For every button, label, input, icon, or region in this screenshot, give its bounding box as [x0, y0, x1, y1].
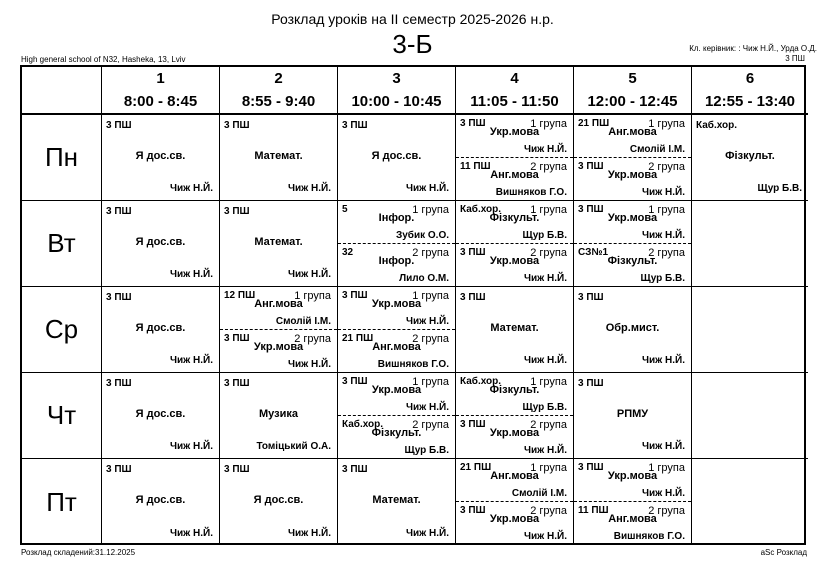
lesson-room: 11 ПШ	[578, 505, 609, 516]
period-number: 5	[628, 70, 637, 87]
lesson-teacher: Вишняков Г.О.	[495, 187, 567, 198]
period-time: 10:00 - 10:45	[351, 93, 442, 110]
lesson-cell	[456, 287, 574, 373]
lesson-group	[574, 459, 691, 502]
lesson-teacher: Чиж Н.Й.	[641, 441, 685, 452]
lesson-teacher: Чиж Н.Й.	[641, 187, 685, 198]
lesson-room: 3 ПШ	[578, 462, 604, 473]
lesson-room: 32	[342, 247, 354, 258]
lesson-room: 3 ПШ	[578, 292, 604, 303]
lesson-teacher: Щур Б.В.	[522, 402, 567, 413]
lesson-room: 3 ПШ	[106, 206, 132, 217]
period-time: 8:55 - 9:40	[241, 93, 316, 110]
lesson-teacher: Чиж Н.Й.	[169, 441, 213, 452]
lesson-subject: Анг.мова	[490, 470, 539, 482]
period-time: 12:55 - 13:40	[704, 93, 796, 110]
lesson-teacher: Смолій І.М.	[629, 144, 685, 155]
lesson-room: 3 ПШ	[342, 120, 368, 131]
lesson-room: 3 ПШ	[578, 204, 604, 215]
lesson-teacher: Чиж Н.Й.	[287, 269, 331, 280]
lesson-room: 3 ПШ	[342, 290, 368, 301]
lesson-room: 3 ПШ	[460, 419, 486, 430]
school-name: High general school of N32, Hasheka, 13, Lviv	[21, 55, 186, 64]
lesson-teacher: Чиж Н.Й.	[287, 183, 331, 194]
lesson-group-label: 1 група	[294, 290, 331, 302]
lesson-subject: Анг.мова	[372, 341, 421, 353]
lesson-subject: Музика	[259, 408, 298, 420]
lesson-cell	[220, 373, 338, 459]
lesson-group-label: 2 група	[412, 419, 449, 431]
lesson	[456, 287, 573, 372]
lesson	[220, 115, 337, 200]
lesson-cell	[692, 115, 808, 201]
lesson-room: Каб.хор.	[696, 120, 738, 131]
lesson-room: 11 ПШ	[460, 161, 491, 172]
lesson-group-label: 2 група	[294, 333, 331, 345]
lesson-cell	[220, 459, 338, 545]
lesson	[102, 115, 219, 200]
grid-corner	[22, 67, 102, 115]
lesson	[692, 115, 808, 200]
lesson-cell	[220, 287, 338, 373]
lesson-room: 3 ПШ	[224, 206, 250, 217]
lesson-subject: Укр.мова	[371, 298, 422, 310]
lesson-cell	[574, 201, 692, 287]
lesson-group-label: 2 група	[530, 419, 567, 431]
lesson-group	[456, 502, 573, 544]
lesson-group	[338, 330, 455, 372]
lesson-teacher: Лило О.М.	[399, 273, 449, 284]
day-label: Пт	[22, 459, 102, 545]
day-label: Чт	[22, 373, 102, 459]
lesson-group-label: 1 група	[530, 204, 567, 216]
lesson-subject: Укр.мова	[489, 427, 540, 439]
lesson-subject: Я дос.св.	[135, 236, 186, 248]
lesson-subject: Фізкульт.	[489, 212, 540, 224]
lesson-subject: Фізкульт.	[725, 150, 775, 162]
lesson-cell	[338, 287, 456, 373]
lesson-cell	[456, 201, 574, 287]
lesson-cell	[338, 459, 456, 545]
lesson-group-label: 1 група	[648, 118, 685, 130]
lesson-group	[574, 502, 691, 544]
made-date: Розклад складений:31.12.2025	[21, 548, 136, 557]
lesson-teacher: Чиж Н.Й.	[169, 355, 213, 366]
lesson-subject: Я дос.св.	[253, 494, 304, 506]
lesson-cell	[574, 459, 692, 545]
lesson-group	[220, 330, 337, 372]
lesson-group-label: 2 група	[412, 247, 449, 259]
lesson-group	[338, 416, 455, 458]
lesson	[102, 287, 219, 372]
lesson-subject: Анг.мова	[254, 298, 303, 310]
lesson-subject: Математ.	[254, 150, 303, 162]
lesson-room: 3 ПШ	[224, 120, 250, 131]
lesson-subject: Анг.мова	[608, 126, 657, 138]
lesson-teacher: Чиж Н.Й.	[523, 144, 567, 155]
lesson-room: 3 ПШ	[106, 292, 132, 303]
lesson-subject: Я дос.св.	[135, 150, 186, 162]
lesson-group-label: 1 група	[412, 376, 449, 388]
lesson-teacher: Чиж Н.Й.	[287, 359, 331, 370]
lesson-group-label: 2 група	[530, 161, 567, 173]
class-room: 3 ПШ	[785, 54, 805, 63]
lesson	[220, 373, 337, 458]
lesson-room: 21 ПШ	[342, 333, 374, 344]
period-header	[220, 67, 338, 115]
lesson-group	[574, 115, 691, 158]
lesson-group	[456, 158, 573, 200]
lesson-group	[574, 158, 691, 200]
lesson-cell	[456, 373, 574, 459]
lesson-group-label: 2 група	[530, 247, 567, 259]
lesson-cell	[692, 459, 808, 545]
lesson-group-label: 1 група	[530, 118, 567, 130]
lesson-subject: Укр.мова	[607, 169, 658, 181]
lesson-subject: Укр.мова	[371, 384, 422, 396]
lesson-teacher: Чиж Н.Й.	[523, 531, 567, 542]
lesson-cell	[456, 459, 574, 545]
lesson-cell	[692, 373, 808, 459]
lesson-cell	[692, 201, 808, 287]
lesson-teacher: Смолій І.М.	[275, 316, 331, 327]
lesson-teacher: Щур Б.В.	[757, 183, 802, 194]
lesson-cell	[692, 287, 808, 373]
lesson-teacher: Чиж Н.Й.	[641, 488, 685, 499]
lesson-subject: Я дос.св.	[135, 494, 186, 506]
lesson-subject: Фізкульт.	[489, 384, 540, 396]
lesson-room: 3 ПШ	[224, 464, 250, 475]
lesson-cell	[338, 201, 456, 287]
lesson-cell	[220, 115, 338, 201]
lesson-room: 5	[342, 204, 348, 215]
lesson-subject: Обр.мист.	[605, 322, 660, 334]
lesson-teacher: Чиж Н.Й.	[641, 230, 685, 241]
lesson-room: Каб.хор.	[460, 204, 502, 215]
period-header	[102, 67, 220, 115]
lesson-subject: Анг.мова	[608, 513, 657, 525]
lesson-cell	[574, 115, 692, 201]
lesson-room: 3 ПШ	[578, 161, 604, 172]
lesson-group-label: 1 група	[648, 204, 685, 216]
lesson-room: 3 ПШ	[224, 378, 250, 389]
lesson-teacher: Чиж Н.Й.	[523, 355, 567, 366]
lesson-room: Каб.хор.	[342, 419, 384, 430]
lesson-cell	[102, 201, 220, 287]
lesson-room: СЗ№1	[578, 247, 609, 258]
period-number: 2	[274, 70, 283, 87]
lesson-teacher: Чиж Н.Й.	[405, 402, 449, 413]
lesson	[102, 373, 219, 458]
lesson-room: 3 ПШ	[460, 118, 486, 129]
lesson-subject: Укр.мова	[607, 470, 658, 482]
lesson-group	[338, 244, 455, 286]
lesson-group	[456, 416, 573, 458]
lesson-teacher: Щур Б.В.	[404, 445, 449, 456]
lesson-group-label: 1 група	[412, 290, 449, 302]
lesson-group-label: 1 група	[530, 376, 567, 388]
lesson-subject: Математ.	[490, 322, 539, 334]
lesson-cell	[102, 115, 220, 201]
lesson-subject: Укр.мова	[489, 513, 540, 525]
lesson-room: 3 ПШ	[224, 333, 250, 344]
lesson-group-label: 2 група	[412, 333, 449, 345]
lesson-teacher: Чиж Н.Й.	[287, 528, 331, 539]
lesson-teacher: Чиж Н.Й.	[169, 269, 213, 280]
lesson-subject: Укр.мова	[489, 126, 540, 138]
lesson-teacher: Чиж Н.Й.	[405, 316, 449, 327]
lesson-subject: Фізкульт.	[371, 427, 422, 439]
lesson-subject: Я дос.св.	[371, 150, 422, 162]
lesson-room: 3 ПШ	[342, 464, 368, 475]
lesson-group-label: 2 група	[648, 505, 685, 517]
period-header	[338, 67, 456, 115]
lesson-teacher: Чиж Н.Й.	[523, 445, 567, 456]
day-label: Вт	[22, 201, 102, 287]
lesson-subject: Укр.мова	[607, 212, 658, 224]
lesson-group-label: 1 група	[412, 204, 449, 216]
lesson-teacher: Чиж Н.Й.	[169, 183, 213, 194]
lesson-group	[456, 244, 573, 286]
day-label: Пн	[22, 115, 102, 201]
lesson-cell	[102, 287, 220, 373]
lesson-subject: Математ.	[372, 494, 421, 506]
lesson-group	[574, 201, 691, 244]
lesson-subject: Інфор.	[378, 212, 415, 224]
period-header	[692, 67, 808, 115]
lesson-teacher: Чиж Н.Й.	[405, 183, 449, 194]
class-teacher: Кл. керівник: : Чиж Н.Й., Урда О.Д.	[689, 44, 817, 53]
lesson-subject: Анг.мова	[490, 169, 539, 181]
period-number: 3	[392, 70, 401, 87]
lesson-group-label: 2 група	[648, 161, 685, 173]
lesson-subject: Інфор.	[378, 255, 415, 267]
lesson-teacher: Вишняков Г.О.	[377, 359, 449, 370]
lesson-group	[338, 201, 455, 244]
lesson	[338, 459, 455, 545]
lesson-room: 3 ПШ	[106, 378, 132, 389]
lesson-room: 3 ПШ	[106, 120, 132, 131]
lesson-cell	[102, 459, 220, 545]
lesson-room: 3 ПШ	[106, 464, 132, 475]
lesson-room: 21 ПШ	[578, 118, 610, 129]
timetable-grid	[20, 65, 806, 545]
lesson-subject: Математ.	[254, 236, 303, 248]
lesson-group	[338, 287, 455, 330]
lesson-room: 3 ПШ	[342, 376, 368, 387]
lesson-teacher: Чиж Н.Й.	[405, 528, 449, 539]
lesson-teacher: Зубик О.О.	[395, 230, 449, 241]
lesson-room: 12 ПШ	[224, 290, 256, 301]
lesson-group	[574, 244, 691, 286]
document-title: Розклад уроків на ІІ семестр 2025-2026 н.р.	[271, 11, 554, 27]
lesson-group	[456, 201, 573, 244]
lesson-group-label: 2 група	[648, 247, 685, 259]
lesson	[102, 201, 219, 286]
lesson-subject: Укр.мова	[253, 341, 304, 353]
period-time: 12:00 - 12:45	[587, 93, 678, 110]
lesson	[338, 115, 455, 200]
lesson-group-label: 1 група	[530, 462, 567, 474]
app-credit: aSc Розклад	[760, 548, 807, 557]
period-time: 8:00 - 8:45	[123, 93, 198, 110]
lesson	[102, 459, 219, 545]
period-number: 6	[745, 70, 755, 87]
lesson-subject: РПМУ	[616, 408, 649, 420]
lesson	[220, 459, 337, 545]
period-header	[456, 67, 574, 115]
lesson-cell	[574, 287, 692, 373]
lesson-subject: Фізкульт.	[607, 255, 658, 267]
period-time: 11:05 - 11:50	[470, 93, 559, 110]
lesson-cell	[456, 115, 574, 201]
lesson-room: 3 ПШ	[460, 292, 486, 303]
lesson-teacher: Чиж Н.Й.	[641, 355, 685, 366]
lesson-cell	[220, 201, 338, 287]
lesson-subject: Я дос.св.	[135, 322, 186, 334]
lesson-room: 21 ПШ	[460, 462, 492, 473]
lesson-teacher: Щур Б.В.	[640, 273, 685, 284]
class-name: 3-Б	[392, 29, 433, 59]
period-number: 1	[156, 70, 165, 87]
lesson-room: 3 ПШ	[460, 247, 486, 258]
period-header	[574, 67, 692, 115]
lesson-room: 3 ПШ	[460, 505, 486, 516]
lesson-cell	[338, 115, 456, 201]
lesson-group-label: 2 група	[530, 505, 567, 517]
lesson-room: Каб.хор.	[460, 376, 502, 387]
lesson-group-label: 1 група	[648, 462, 685, 474]
day-label: Ср	[22, 287, 102, 373]
lesson-subject: Я дос.св.	[135, 408, 186, 420]
lesson	[574, 287, 691, 372]
lesson-subject: Укр.мова	[489, 255, 540, 267]
period-number: 4	[510, 70, 519, 87]
lesson-group	[456, 373, 573, 416]
lesson-group	[338, 373, 455, 416]
lesson	[574, 373, 691, 458]
lesson-room: 3 ПШ	[578, 378, 604, 389]
lesson-cell	[102, 373, 220, 459]
lesson-group	[456, 459, 573, 502]
lesson	[220, 201, 337, 286]
lesson-teacher: Чиж Н.Й.	[523, 273, 567, 284]
lesson-group	[456, 115, 573, 158]
lesson-teacher: Томіцький О.А.	[256, 441, 331, 452]
lesson-teacher: Щур Б.В.	[522, 230, 567, 241]
lesson-cell	[338, 373, 456, 459]
lesson-teacher: Чиж Н.Й.	[169, 528, 213, 539]
lesson-group	[220, 287, 337, 330]
lesson-teacher: Смолій І.М.	[511, 488, 567, 499]
lesson-teacher: Вишняков Г.О.	[613, 531, 685, 542]
lesson-cell	[574, 373, 692, 459]
